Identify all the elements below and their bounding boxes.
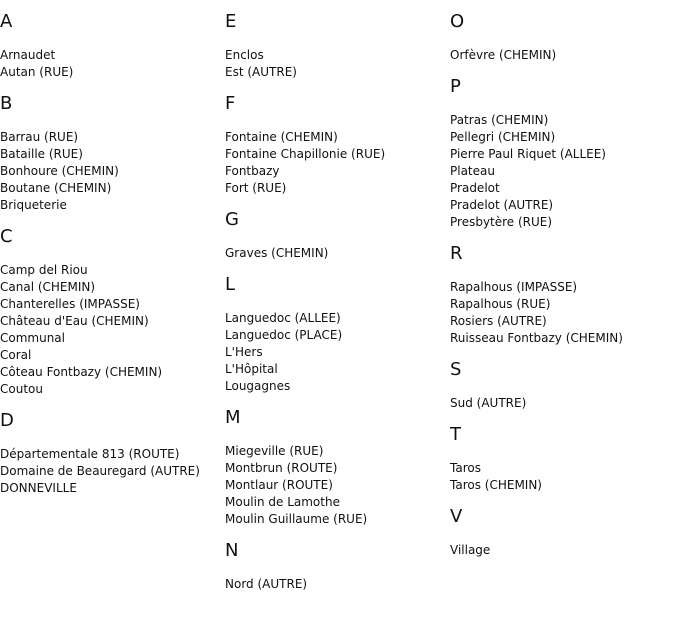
street-list [0,129,225,214]
letter-group-n [225,540,450,593]
street-link[interactable]: Fontaine Chapillonie (RUE) [225,147,386,161]
street-link[interactable]: Château d'Eau (CHEMIN) [0,314,149,328]
letter-heading: M [225,407,242,428]
letter-group-d [0,410,225,497]
letter-heading: F [225,93,236,114]
letter-group-p [450,76,675,231]
letter-heading: N [225,540,239,561]
street-link[interactable]: Coutou [0,382,43,396]
index-column-3 [450,0,675,571]
street-link[interactable]: Bataille (RUE) [0,147,83,161]
index-column-2 [225,0,450,605]
street-list [450,47,675,64]
street-link[interactable]: Domaine de Beauregard (AUTRE) [0,464,200,478]
letter-heading: P [450,76,462,97]
street-link[interactable]: Languedoc (ALLEE) [225,311,341,325]
letter-group-s [450,359,675,412]
street-link[interactable]: Autan (RUE) [0,65,74,79]
letter-group-e [225,11,450,81]
street-link[interactable]: L'Hôpital [225,362,278,376]
street-link[interactable]: Taros (CHEMIN) [450,478,542,492]
street-link[interactable]: Briqueterie [0,198,67,212]
street-link[interactable]: Bonhoure (CHEMIN) [0,164,119,178]
letter-group-l [225,274,450,395]
street-link[interactable]: Pierre Paul Riquet (ALLEE) [450,147,606,161]
street-link[interactable]: Moulin de Lamothe [225,495,340,509]
street-link[interactable]: Départementale 813 (ROUTE) [0,447,180,461]
street-link[interactable]: Orfèvre (CHEMIN) [450,48,557,62]
letter-heading: C [0,226,14,247]
street-link[interactable]: Chanterelles (IMPASSE) [0,297,140,311]
letter-heading: V [450,506,463,527]
street-link[interactable]: Rosiers (AUTRE) [450,314,547,328]
street-list [0,47,225,81]
street-list [225,310,450,395]
street-link[interactable]: Fort (RUE) [225,181,287,195]
letter-group-a [0,11,225,81]
street-list [225,47,450,81]
street-link[interactable]: Presbytère (RUE) [450,215,553,229]
letter-heading: R [450,243,464,264]
street-list [225,576,450,593]
street-link[interactable]: Camp del Riou [0,263,88,277]
letter-heading: A [0,11,13,32]
street-link[interactable]: Barrau (RUE) [0,130,79,144]
street-link[interactable]: Pradelot [450,181,500,195]
letter-group-r [450,243,675,347]
street-link[interactable]: Taros [450,461,481,475]
letter-group-g [225,209,450,262]
street-link[interactable]: Coral [0,348,32,362]
street-link[interactable]: Montbrun (ROUTE) [225,461,338,475]
street-link[interactable]: Montlaur (ROUTE) [225,478,333,492]
street-link[interactable]: Canal (CHEMIN) [0,280,96,294]
street-link[interactable]: Boutane (CHEMIN) [0,181,112,195]
street-link[interactable]: Rapalhous (RUE) [450,297,551,311]
street-link[interactable]: Plateau [450,164,495,178]
letter-heading: B [0,93,13,114]
letter-group-v [450,506,675,559]
letter-heading: E [225,11,237,32]
letter-group-t [450,424,675,494]
street-link[interactable]: Village [450,543,491,557]
street-link[interactable]: Languedoc (PLACE) [225,328,343,342]
street-link[interactable]: Moulin Guillaume (RUE) [225,512,368,526]
street-link[interactable]: DONNEVILLE [0,481,77,495]
street-link[interactable]: Communal [0,331,65,345]
letter-group-f [225,93,450,197]
street-link[interactable]: Miegeville (RUE) [225,444,324,458]
street-list [225,245,450,262]
street-list [450,112,675,231]
street-link[interactable]: Arnaudet [0,48,56,62]
letter-group-m [225,407,450,528]
street-list [225,443,450,528]
street-link[interactable]: Pradelot (AUTRE) [450,198,554,212]
letter-group-b [0,93,225,214]
street-link[interactable]: Lougagnes [225,379,291,393]
letter-heading: S [450,359,462,380]
letter-heading: T [450,424,462,445]
street-list [450,460,675,494]
street-list [225,129,450,197]
street-link[interactable]: Nord (AUTRE) [225,577,308,591]
street-list [0,446,225,497]
street-link[interactable]: Rapalhous (IMPASSE) [450,280,578,294]
street-link[interactable]: Fontaine (CHEMIN) [225,130,338,144]
letter-heading: G [225,209,240,230]
street-link[interactable]: Fontbazy [225,164,280,178]
street-link[interactable]: Sud (AUTRE) [450,396,527,410]
street-list [450,395,675,412]
street-list [450,542,675,559]
street-link[interactable]: Graves (CHEMIN) [225,246,329,260]
street-link[interactable]: Patras (CHEMIN) [450,113,549,127]
letter-group-c [0,226,225,398]
letter-group-o [450,11,675,64]
street-link[interactable]: L'Hers [225,345,263,359]
letter-heading: O [450,11,465,32]
letter-heading: L [225,274,236,295]
street-list [0,262,225,398]
index-column-1 [0,0,225,509]
street-link[interactable]: Enclos [225,48,264,62]
street-link[interactable]: Ruisseau Fontbazy (CHEMIN) [450,331,623,345]
street-link[interactable]: Pellegri (CHEMIN) [450,130,556,144]
letter-heading: D [0,410,15,431]
street-list [450,279,675,347]
street-link[interactable]: Est (AUTRE) [225,65,297,79]
street-link[interactable]: Côteau Fontbazy (CHEMIN) [0,365,163,379]
